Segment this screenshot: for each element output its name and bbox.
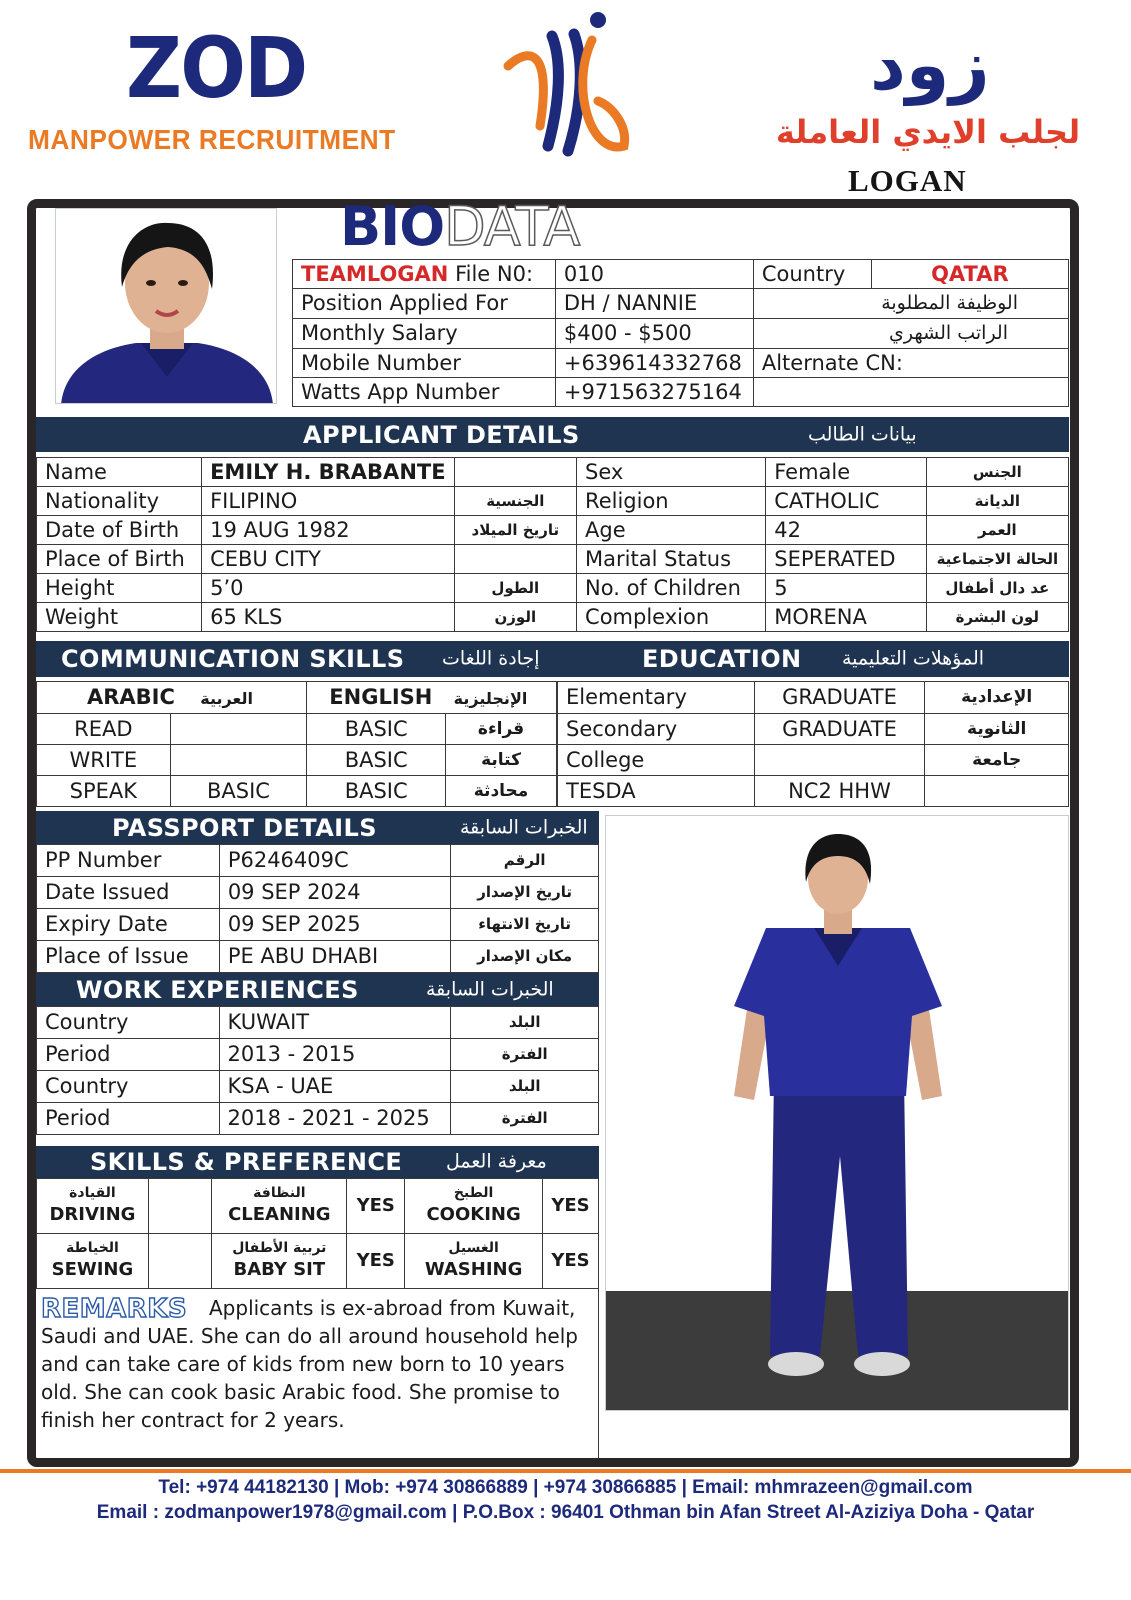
skill-sewing-value: [148, 1234, 212, 1289]
passport-details-title: PASSPORT DETAILS: [112, 813, 377, 842]
passport-label-ar: تاريخ الانتهاء: [451, 909, 599, 941]
whatsapp-value: +971563275164: [555, 378, 753, 407]
passport-details-title-ar: الخبرات السابقة: [460, 816, 588, 838]
english-level: BASIC: [307, 714, 446, 745]
arabic-level: [170, 745, 307, 776]
education-level-ar: الثانوية: [925, 714, 1069, 745]
applicant-value: EMILY H. BRABANTE: [202, 458, 454, 487]
skills-preference-header: [36, 1146, 599, 1178]
salary-value: $400 - $500: [555, 319, 753, 349]
applicant-label-2: Complexion: [577, 603, 766, 632]
remarks-text: Applicants is ex-abroad from Kuwait, Saudi and UAE. She can do all around household help and can take care of kids from new born to 10 years old. She can cook basic Arabic food. She promise to finish her contract for 2 years.: [41, 1296, 578, 1432]
arabic-level: BASIC: [170, 776, 307, 807]
applicant-label: Nationality: [37, 487, 202, 516]
english-level: BASIC: [307, 776, 446, 807]
education-title: EDUCATION: [642, 645, 802, 673]
applicant-label-2-ar: عد دال أطفال: [926, 574, 1068, 603]
passport-value: PE ABU DHABI: [219, 941, 450, 973]
position-label-ar: الوظيفة المطلوبة: [753, 289, 1068, 319]
applicant-label-2: Sex: [577, 458, 766, 487]
applicant-value-2: Female: [766, 458, 926, 487]
applicant-label: Date of Birth: [37, 516, 202, 545]
education-level: TESDA: [558, 776, 755, 807]
applicant-label-2-ar: العمر: [926, 516, 1068, 545]
work-label: Period: [37, 1103, 220, 1135]
passport-details-header: [36, 811, 599, 844]
passport-table: [36, 844, 599, 973]
applicant-value-2: 5: [766, 574, 926, 603]
work-label: Period: [37, 1039, 220, 1071]
applicant-label: Name: [37, 458, 202, 487]
country-label: Country: [753, 260, 871, 289]
skills-preference-title: SKILLS & PREFERENCE: [90, 1148, 403, 1176]
education-row: [558, 682, 1069, 714]
skill-cleaning-value: YES: [347, 1179, 405, 1234]
applicant-label-ar: الوزن: [454, 603, 576, 632]
salary-label: Monthly Salary: [293, 319, 556, 349]
portrait-photo: [55, 208, 277, 404]
applicant-details-title: APPLICANT DETAILS: [303, 420, 580, 449]
running-figure-logo-icon: [500, 6, 635, 176]
mobile-value: +639614332768: [555, 349, 753, 378]
education-row: [558, 714, 1069, 745]
education-level: Secondary: [558, 714, 755, 745]
work-label-ar: الفترة: [451, 1103, 599, 1135]
passport-row: [37, 877, 599, 909]
work-value: 2013 - 2015: [219, 1039, 451, 1071]
applicant-value-2: CATHOLIC: [766, 487, 926, 516]
full-body-photo: [605, 815, 1069, 1411]
education-level-ar: الإعدادية: [925, 682, 1069, 714]
arabic-brand-subtitle: لجلب الايدي العاملة: [775, 113, 1081, 151]
applicant-row: [37, 603, 1069, 632]
communication-title: COMMUNICATION SKILLS: [61, 645, 405, 673]
passport-row: [37, 941, 599, 973]
footer-contact-line: Tel: +974 44182130 | Mob: +974 30866889 | +974 30866885 | Email: mhmrazeen@gmail.com: [158, 1477, 973, 1498]
mobile-label: Mobile Number: [293, 349, 556, 378]
passport-label: PP Number: [37, 845, 220, 877]
applicant-value-2: SEPERATED: [766, 545, 926, 574]
education-level-ar: جامعة: [925, 745, 1069, 776]
skill-cooking-value: YES: [542, 1179, 598, 1234]
applicant-label-ar: الطول: [454, 574, 576, 603]
applicant-label-2-ar: الديانة: [926, 487, 1068, 516]
education-level-ar: [925, 776, 1069, 807]
education-title-ar: المؤهلات التعليمية: [842, 647, 985, 670]
applicant-label-2-ar: الحالة الاجتماعية: [926, 545, 1068, 574]
passport-value: 09 SEP 2024: [219, 877, 450, 909]
skill-babysit-value: YES: [347, 1234, 405, 1289]
arabic-level: [170, 714, 307, 745]
work-experience-title-ar: الخبرات السابقة: [426, 978, 554, 1000]
applicant-label-2: Religion: [577, 487, 766, 516]
skill-cooking: الطبخ COOKING: [405, 1179, 543, 1234]
passport-value: 09 SEP 2025: [219, 909, 450, 941]
communication-row: [37, 714, 557, 745]
language-skill: SPEAK: [37, 776, 171, 807]
applicant-row: [37, 487, 1069, 516]
passport-label-ar: تاريخ الإصدار: [451, 877, 599, 909]
applicant-label-2-ar: الجنس: [926, 458, 1068, 487]
language-skill-ar: قراءة: [446, 714, 557, 745]
work-value: 2018 - 2021 - 2025: [219, 1103, 451, 1135]
applicant-label-ar: تاريخ الميلاد: [454, 516, 576, 545]
applicant-value-2: MORENA: [766, 603, 926, 632]
applicant-label-ar: الجنسية: [454, 487, 576, 516]
applicant-label: Height: [37, 574, 202, 603]
footer-address-line: Email : zodmanpower1978@gmail.com | P.O.Box : 96401 Othman bin Afan Street Al-Aziziya Doha - Qatar: [96, 1502, 1035, 1523]
passport-row: [37, 845, 599, 877]
applicant-value-2: 42: [766, 516, 926, 545]
work-label: Country: [37, 1007, 220, 1039]
skill-babysit: تربية الأطفال BABY SIT: [212, 1234, 347, 1289]
work-value: KUWAIT: [219, 1007, 451, 1039]
passport-label: Date Issued: [37, 877, 220, 909]
arabic-brand: زود: [870, 24, 990, 106]
work-label-ar: البلد: [451, 1071, 599, 1103]
applicant-label-ar: [454, 458, 576, 487]
work-experience-header: [36, 973, 599, 1006]
applicant-label: Weight: [37, 603, 202, 632]
work-row: [37, 1039, 599, 1071]
applicant-details-table: [36, 457, 1069, 632]
skill-driving-value: [148, 1179, 212, 1234]
salary-label-ar: الراتب الشهري: [753, 319, 1068, 349]
company-subtitle: MANPOWER RECRUITMENT: [28, 124, 396, 155]
company-logo-text: ZOD: [126, 19, 307, 117]
english-language-header: ENGLISH الإنجليزية: [307, 682, 557, 714]
biodata-title: [340, 195, 580, 258]
full-body-person-icon: [606, 816, 1069, 1411]
english-level: BASIC: [307, 745, 446, 776]
biodata-title-data: DATA: [444, 195, 580, 258]
education-table: [557, 681, 1069, 807]
applicant-details-title-ar: بيانات الطالب: [808, 423, 917, 445]
skill-sewing: الخياطة SEWING: [37, 1234, 149, 1289]
communication-table: [36, 681, 557, 807]
file-number-value: 010: [555, 260, 753, 289]
remarks-title: REMARKS: [41, 1294, 188, 1324]
language-skill-ar: كتابة: [446, 745, 557, 776]
skills-preference-title-ar: معرفة العمل: [446, 1150, 547, 1173]
education-status: NC2 HHW: [754, 776, 925, 807]
passport-row: [37, 909, 599, 941]
skill-cleaning: النظافة CLEANING: [212, 1179, 347, 1234]
applicant-label-ar: [454, 545, 576, 574]
education-row: [558, 776, 1069, 807]
education-status: GRADUATE: [754, 682, 925, 714]
alternate-cn-label: Alternate CN:: [753, 349, 1068, 378]
passport-label: Place of Issue: [37, 941, 220, 973]
position-value: DH / NANNIE: [555, 289, 753, 319]
logan-label: LOGAN: [848, 163, 967, 198]
education-status: GRADUATE: [754, 714, 925, 745]
education-row: [558, 745, 1069, 776]
applicant-row: [37, 458, 1069, 487]
applicant-value: 19 AUG 1982: [202, 516, 454, 545]
applicant-label-2: Age: [577, 516, 766, 545]
applicant-label-2: No. of Children: [577, 574, 766, 603]
education-level: College: [558, 745, 755, 776]
skill-washing-value: YES: [542, 1234, 598, 1289]
skill-driving: القيادة DRIVING: [37, 1179, 149, 1234]
teamlogan-label: TEAMLOGAN: [301, 261, 449, 286]
work-experience-title: WORK EXPERIENCES: [76, 975, 359, 1004]
skills-table: [36, 1178, 599, 1289]
applicant-row: [37, 516, 1069, 545]
biodata-title-bio: BIO: [340, 195, 445, 258]
whatsapp-label: Watts App Number: [293, 378, 556, 407]
work-row: [37, 1103, 599, 1135]
passport-label: Expiry Date: [37, 909, 220, 941]
country-value: QATAR: [871, 260, 1068, 289]
passport-label-ar: مكان الإصدار: [451, 941, 599, 973]
portrait-person-icon: [56, 209, 277, 404]
work-label-ar: الفترة: [451, 1039, 599, 1071]
applicant-details-header: [36, 417, 1069, 452]
applicant-value: FILIPINO: [202, 487, 454, 516]
applicant-label-2: Marital Status: [577, 545, 766, 574]
passport-value: P6246409C: [219, 845, 450, 877]
applicant-value: 5’0: [202, 574, 454, 603]
work-label-ar: البلد: [451, 1007, 599, 1039]
file-number-label: TEAMLOGAN File N0:: [293, 260, 556, 289]
communication-row: [37, 745, 557, 776]
arabic-language-header: ARABIC العربية: [37, 682, 307, 714]
education-status: [754, 745, 925, 776]
applicant-row: [37, 574, 1069, 603]
applicant-label-2-ar: لون البشرة: [926, 603, 1068, 632]
communication-row: [37, 776, 557, 807]
whatsapp-empty-cell: [753, 378, 1068, 407]
communication-education-header: [36, 641, 1069, 677]
education-level: Elementary: [558, 682, 755, 714]
communication-title-ar: إجادة اللغات: [442, 647, 540, 670]
applicant-label: Place of Birth: [37, 545, 202, 574]
position-label: Position Applied For: [293, 289, 556, 319]
applicant-row: [37, 545, 1069, 574]
language-skill: WRITE: [37, 745, 171, 776]
language-skill: READ: [37, 714, 171, 745]
applicant-value: CEBU CITY: [202, 545, 454, 574]
language-skill-ar: محادثة: [446, 776, 557, 807]
work-row: [37, 1071, 599, 1103]
work-row: [37, 1007, 599, 1039]
work-label: Country: [37, 1071, 220, 1103]
applicant-value: 65 KLS: [202, 603, 454, 632]
footer-divider: [0, 1469, 1131, 1473]
work-experience-table: [36, 1006, 599, 1135]
work-value: KSA - UAE: [219, 1071, 451, 1103]
skill-washing: الغسيل WASHING: [405, 1234, 543, 1289]
passport-label-ar: الرقم: [451, 845, 599, 877]
file-info-table: [292, 259, 1069, 407]
